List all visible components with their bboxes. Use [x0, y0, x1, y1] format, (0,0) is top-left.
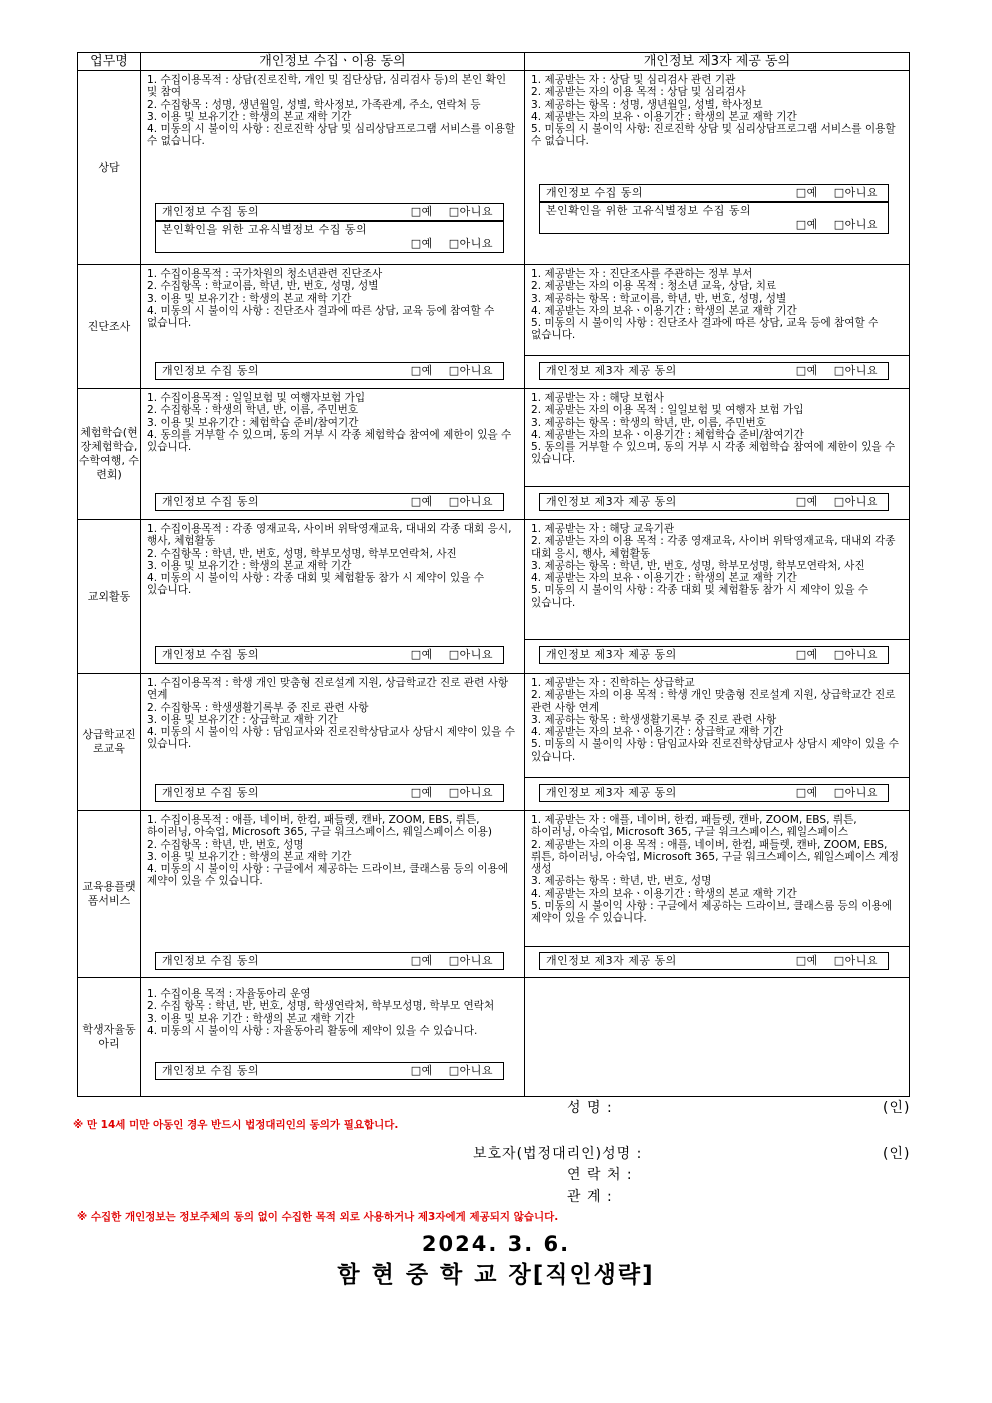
row-category — [78, 520, 141, 674]
consent-box — [539, 202, 889, 234]
text-line: 1. 제공받는 자 : 진학하는 상급학교 — [531, 677, 695, 689]
category-lines — [78, 590, 140, 604]
consent-label: 본인확인을 위한 고유식별정보 수집 동의 — [546, 204, 752, 217]
seal-mark: (인) — [883, 1146, 911, 1162]
text-line: 진로교육 — [93, 728, 136, 755]
consent-box — [155, 1062, 504, 1080]
consent-box — [539, 362, 889, 380]
text-line: 3. 제공하는 항목 : 성명, 생년월일, 성별, 학사정보 — [531, 98, 763, 111]
text-line: 4. 미동의 시 불이익 사항 : 담임교사와 진로진학상담교사 상담시 제약이 있을 수 있습니다. — [147, 726, 515, 751]
consent-box — [155, 784, 504, 802]
divider — [525, 486, 909, 487]
provide-text — [525, 71, 909, 150]
consent-label: 개인정보 수집 동의 — [162, 205, 260, 218]
consent-box — [539, 184, 889, 202]
text-line: 2. 제공받는 자의 이용 목적 : 청소년 교육, 상담, 치료 — [531, 280, 777, 293]
divider — [525, 946, 909, 947]
text-line: 4. 제공받는 자의 보유ㆍ이용기간 : 학생의 본교 재학 기간 — [531, 110, 797, 123]
text-line: 3. 이용 및 보유기간 : 상급학교 재학 기간 — [147, 713, 338, 726]
collect-text — [141, 71, 524, 150]
text-line: 1. 수집이용 목적 : 자율동아리 운영 — [147, 988, 311, 1000]
text-line: 4. 미동의 시 불이익 사항 : 자율동아리 활동에 제약이 있을 수 있습니다. — [147, 1024, 478, 1037]
text-line: 4. 제공받는 자의 보유ㆍ이용기간 : 학생의 본교 재학 기간 — [531, 304, 797, 317]
table-row — [78, 674, 910, 811]
text-line: 2. 수집항목 : 학생의 학년, 반, 이름, 주민번호 — [147, 404, 359, 417]
text-line: 1. 수집이용목적 : 각종 영재교육, 사이버 위탁영재교육, 대내외 각종 대회 응시, 행사, 체험활동 — [147, 523, 512, 548]
seal-mark: (인) — [883, 1100, 911, 1116]
collect-cell — [141, 811, 525, 978]
yes-checkbox[interactable]: □예 — [795, 218, 818, 231]
principal-signature: 함 현 중 학 교 장[직인생략] — [337, 1262, 655, 1288]
yes-checkbox[interactable]: □예 — [795, 364, 818, 377]
table-row — [78, 389, 910, 520]
divider — [525, 355, 909, 356]
no-checkbox[interactable]: □아니요 — [448, 954, 493, 967]
row-category — [78, 265, 141, 389]
text-line: 4. 제공받는 자의 보유ㆍ이용기간 : 상급학교 재학 기간 — [531, 726, 784, 739]
collect-cell — [141, 978, 525, 1097]
no-checkbox[interactable]: □아니요 — [833, 786, 878, 799]
no-checkbox[interactable]: □아니요 — [833, 495, 878, 508]
text-line: 3. 이용 및 보유기간 : 학생의 본교 재학 기간 — [147, 559, 352, 572]
consent-box — [155, 952, 504, 970]
header-third-party-consent: 개인정보 제3자 제공 동의 — [525, 53, 910, 71]
text-line: 3. 이용 및 보유기간 : 학생의 본교 재학 기간 — [147, 292, 352, 305]
text-line: 1. 제공받는 자 : 애플, 네이버, 한컴, 패들렛, 캔바, ZOOM, EBS, 뤼튼, 하이러닝, 아숙업, Microsoft 365, 구글 워크스페이스, 웨일스페이스 — [531, 814, 857, 839]
age-notice: ※ 만 14세 미만 아동인 경우 반드시 법정대리인의 동의가 필요합니다. — [73, 1119, 399, 1131]
text-line: 3. 이용 및 보유기간 : 체험학습 준비/참여기간 — [147, 416, 359, 429]
row-category — [78, 71, 141, 265]
consent-label: 개인정보 제3자 제공 동의 — [546, 364, 677, 377]
no-checkbox[interactable]: □아니요 — [448, 1064, 493, 1077]
collect-cell — [141, 520, 525, 674]
text-line: 플랫폼 — [87, 880, 136, 907]
consent-label: 개인정보 수집 동의 — [162, 786, 260, 799]
text-line: 2. 수집항목 : 학생생활기록부 중 진로 관련 사항 — [147, 701, 369, 714]
yes-checkbox[interactable]: □예 — [795, 495, 818, 508]
text-line: (현장체 — [80, 426, 138, 453]
collect-text — [141, 520, 524, 599]
collect-text — [141, 978, 524, 1039]
provide-cell — [525, 811, 910, 978]
student-name-label: 성 명 : — [567, 1100, 613, 1116]
text-line: 4. 제공받는 자의 보유ㆍ이용기간 : 체험학습 준비/참여기간 — [531, 428, 804, 441]
consent-box — [155, 646, 504, 664]
collect-text — [141, 265, 524, 331]
text-line: 1. 제공받는 자 : 해당 보험사 — [531, 392, 664, 404]
provide-text — [525, 674, 909, 765]
text-line: 3. 제공하는 항목 : 학교이름, 학년, 반, 번호, 성명, 성별 — [531, 292, 787, 305]
guardian-name-label: 보호자(법정대리인)성명 : — [473, 1146, 643, 1162]
table-row — [78, 265, 910, 389]
text-line: 4. 미동의 시 불이익 사항 : 진로진학 상담 및 심리상담프로그램 서비스를 이용할 수 없습니다. — [147, 123, 515, 148]
text-line: 2. 제공받는 자의 이용 목적 : 학생 개인 맞춤형 진로설계 지원, 상급학교간 진로 관련 사항 연계 — [531, 689, 896, 714]
consent-label: 개인정보 제3자 제공 동의 — [546, 648, 677, 661]
text-line: 2. 수집항목 : 학년, 반, 번호, 성명 — [147, 838, 304, 851]
table-header-row — [78, 53, 910, 71]
yes-checkbox[interactable]: □예 — [410, 364, 433, 377]
provide-cell — [525, 520, 910, 674]
consent-label: 개인정보 수집 동의 — [162, 364, 260, 377]
text-line: 3. 제공하는 항목 : 학생의 학년, 반, 이름, 주민번호 — [531, 416, 766, 429]
table-row — [78, 520, 910, 674]
header-collect-consent: 개인정보 수집ㆍ이용 동의 — [141, 53, 525, 71]
text-line: 서비스 — [98, 894, 131, 907]
text-line: 1. 수집이용목적 : 일일보험 및 여행자보험 가입 — [147, 392, 366, 404]
privacy-use-notice: ※ 수집한 개인정보는 정보주체의 동의 없이 수집한 목적 외로 사용하거나 제3자에게 제공되지 않습니다. — [77, 1211, 559, 1223]
row-category — [78, 978, 141, 1097]
text-line: 4. 미동의 시 불이익 사항 : 각종 대회 및 체험활동 참가 시 제약이 있을 수 있습니다. — [147, 572, 485, 597]
row-category — [78, 811, 141, 978]
text-line: 2. 제공받는 자의 이용 목적 : 애플, 네이버, 한컴, 패들렛, 캔바, ZOOM, EBS, 뤼튼, 하이러닝, 아숙업, Microsoft 365, 구글 워크스페이스, 웨일스페이스 계정 생성 — [531, 838, 900, 876]
consent-label: 개인정보 수집 동의 — [162, 954, 260, 967]
text-line: 자율 — [103, 1023, 125, 1036]
text-line: 4. 제공받는 자의 보유ㆍ이용기간 : 학생의 본교 재학 기간 — [531, 887, 797, 900]
yes-checkbox[interactable]: □예 — [795, 786, 818, 799]
yes-checkbox[interactable]: □예 — [410, 237, 433, 250]
no-checkbox[interactable]: □아니요 — [448, 364, 493, 377]
collect-text — [141, 811, 524, 890]
consent-label: 개인정보 수집 동의 — [162, 648, 260, 661]
yes-checkbox[interactable]: □예 — [410, 648, 433, 661]
consent-box — [539, 952, 889, 970]
consent-label: 개인정보 수집 동의 — [546, 186, 644, 199]
collect-text — [141, 674, 524, 753]
category-lines — [78, 320, 140, 334]
text-line: 2. 수집항목 : 학교이름, 학년, 반, 번호, 성명, 성별 — [147, 280, 379, 293]
text-line: 5. 미동의 시 불이익 사항 : 각종 대회 및 체험활동 참가 시 제약이 있을 수 있습니다. — [531, 584, 869, 609]
provide-text — [525, 389, 909, 468]
no-checkbox[interactable]: □아니요 — [448, 786, 493, 799]
text-line: 동아리 — [98, 1023, 136, 1050]
divider — [525, 639, 909, 640]
category-lines — [78, 728, 140, 756]
yes-checkbox[interactable]: □예 — [410, 1064, 433, 1077]
consent-label: 개인정보 수집 동의 — [162, 1064, 260, 1077]
collect-text — [141, 389, 524, 455]
provide-cell — [525, 265, 910, 389]
text-line: 5. 미동의 시 불이익 사항 : 담임교사와 진로진학상담교사 상담시 제약이 있을 수 있습니다. — [531, 738, 899, 763]
provide-text — [525, 520, 909, 611]
collect-cell — [141, 389, 525, 520]
yes-checkbox[interactable]: □예 — [795, 186, 818, 199]
text-line: 2. 제공받는 자의 이용 목적 : 상담 및 심리검사 — [531, 86, 746, 99]
consent-box — [539, 646, 889, 664]
text-line: 3. 이용 및 보유기간 : 학생의 본교 재학 기간 — [147, 850, 352, 863]
category-lines — [78, 161, 140, 175]
text-line: 1. 수집이용목적 : 학생 개인 맞춤형 진로설계 지원, 상급학교간 진로 관련 사항 연계 — [147, 677, 509, 702]
text-line: 험학습, — [101, 440, 138, 453]
text-line: 상급학교 — [82, 728, 125, 741]
consent-box — [155, 203, 504, 221]
yes-checkbox[interactable]: □예 — [410, 205, 433, 218]
yes-checkbox[interactable]: □예 — [795, 954, 818, 967]
yes-checkbox[interactable]: □예 — [795, 648, 818, 661]
category-lines — [78, 880, 140, 908]
consent-box — [155, 221, 504, 253]
text-line: 2. 수집항목 : 학년, 반, 번호, 성명, 학부모성명, 학부모연락처, 사진 — [147, 547, 457, 560]
text-line: 3. 제공하는 항목 : 학년, 반, 번호, 성명 — [531, 875, 712, 888]
no-checkbox[interactable]: □아니요 — [448, 648, 493, 661]
text-line: 3. 제공하는 항목 : 학생생활기록부 중 진로 관련 사항 — [531, 713, 777, 726]
empty-cell — [525, 978, 910, 1097]
provide-cell — [525, 71, 910, 265]
consent-label: 개인정보 수집 동의 — [162, 495, 260, 508]
text-line: 4. 제공받는 자의 보유ㆍ이용기간 : 학생의 본교 재학 기간 — [531, 572, 797, 585]
relation-label: 관 계 : — [567, 1189, 613, 1205]
text-line: 3. 제공하는 항목 : 학년, 반, 번호, 성명, 학부모성명, 학부모연락처, 사진 — [531, 559, 865, 572]
text-line: 1. 수집이용목적 : 애플, 네이버, 한컴, 패들렛, 캔바, ZOOM, EBS, 뤼튼, 하이러닝, 아숙업, Microsoft 365, 구글 워크스페이스, 웨일스페이스 이용) — [147, 814, 492, 839]
text-line: 4. 미동의 시 불이익 사항 : 진단조사 결과에 따른 상담, 교육 등에 참여할 수 없습니다. — [147, 304, 495, 330]
text-line: 상담 — [98, 160, 120, 174]
text-line: 5. 동의를 거부할 수 있으며, 동의 거부 시 각종 체험학습 참여에 제한이 있을 수 있습니다. — [531, 441, 896, 466]
provide-text — [525, 811, 909, 927]
consent-label: 개인정보 제3자 제공 동의 — [546, 495, 677, 508]
category-lines — [78, 1023, 140, 1051]
text-line: 교육용 — [82, 880, 115, 893]
text-line: 학생 — [82, 1023, 104, 1036]
no-checkbox[interactable]: □아니요 — [448, 495, 493, 508]
text-line: 체험학습 — [80, 426, 123, 439]
consent-label: 개인정보 제3자 제공 동의 — [546, 786, 677, 799]
collect-cell — [141, 71, 525, 265]
consent-box — [539, 784, 889, 802]
text-line: 2. 수집항목 : 성명, 생년월일, 성별, 학사정보, 가족관계, 주소, 연락처 등 — [147, 98, 481, 111]
text-line: 1. 제공받는 자 : 상담 및 심리검사 관련 기관 — [531, 74, 736, 86]
collect-cell — [141, 265, 525, 389]
no-checkbox[interactable]: □아니요 — [833, 186, 878, 199]
issue-date: 2024. 3. 6. — [421, 1232, 571, 1256]
row-category — [78, 389, 141, 520]
no-checkbox[interactable]: □아니요 — [448, 205, 493, 218]
text-line: 3. 이용 및 보유기간 : 학생의 본교 재학 기간 — [147, 110, 352, 123]
text-line: 1. 수집이용목적 : 국가차원의 청소년관련 진단조사 — [147, 268, 383, 280]
consent-label: 개인정보 제3자 제공 동의 — [546, 954, 677, 967]
table-row — [78, 811, 910, 978]
text-line: 2. 제공받는 자의 이용 목적 : 일일보험 및 여행자 보험 가입 — [531, 404, 804, 417]
consent-box — [155, 493, 504, 511]
text-line: 3. 이용 및 보유 기간 : 학생의 본교 재학 기간 — [147, 1012, 355, 1025]
text-line: 1. 제공받는 자 : 진단조사를 주관하는 정부 부서 — [531, 268, 753, 280]
header-task: 업무명 — [78, 53, 141, 71]
provide-text — [525, 265, 909, 344]
text-line: 4. 미동의 시 불이익 사항 : 구글에서 제공하는 드라이브, 클래스룸 등의 이용에 제약이 있을 수 있습니다. — [147, 863, 509, 888]
consent-table — [77, 52, 910, 1097]
yes-checkbox[interactable]: □예 — [410, 786, 433, 799]
no-checkbox[interactable]: □아니요 — [448, 237, 493, 250]
consent-box — [155, 362, 504, 380]
text-line: , 수련회) — [96, 454, 140, 481]
collect-cell — [141, 674, 525, 811]
category-lines — [78, 426, 140, 482]
row-category — [78, 674, 141, 811]
no-checkbox[interactable]: □아니요 — [833, 648, 878, 661]
contact-label: 연 락 처 : — [567, 1167, 633, 1183]
table-row — [78, 978, 910, 1097]
text-line: 2. 제공받는 자의 이용 목적 : 각종 영재교육, 사이버 위탁영재교육, 대내외 각종 대회 응시, 행사, 체험활동 — [531, 535, 896, 560]
text-line: 교외활동 — [87, 589, 131, 603]
text-line: 진단조사 — [87, 319, 131, 333]
no-checkbox[interactable]: □아니요 — [833, 954, 878, 967]
yes-checkbox[interactable]: □예 — [410, 954, 433, 967]
yes-checkbox[interactable]: □예 — [410, 495, 433, 508]
text-line: 수학여행 — [78, 454, 122, 467]
text-line: 2. 수집 항목 : 학년, 반, 번호, 성명, 학생연락처, 학부모성명, 학부모 연락처 — [147, 1000, 495, 1013]
provide-cell — [525, 674, 910, 811]
no-checkbox[interactable]: □아니요 — [833, 218, 878, 231]
no-checkbox[interactable]: □아니요 — [833, 364, 878, 377]
text-line: 4. 동의를 거부할 수 있으며, 동의 거부 시 각종 체험학습 참여에 제한이 있을 수 있습니다. — [147, 428, 512, 454]
provide-cell — [525, 389, 910, 520]
text-line: 5. 미동의 시 불이익 사항: 진로진학 상담 및 심리상담프로그램 서비스를 이용할 수 없습니다. — [531, 123, 896, 148]
table-row — [78, 71, 910, 265]
text-line: 5. 미동의 시 불이익 사항 : 진단조사 결과에 따른 상담, 교육 등에 참여할 수 없습니다. — [531, 317, 879, 342]
text-line: 5. 미동의 시 불이익 사항 : 구글에서 제공하는 드라이브, 클래스룸 등의 이용에 제약이 있을 수 있습니다. — [531, 900, 893, 925]
consent-label: 본인확인을 위한 고유식별정보 수집 동의 — [162, 223, 368, 236]
text-line: 1. 제공받는 자 : 해당 교육기관 — [531, 523, 675, 535]
consent-box — [539, 493, 889, 511]
text-line: 1. 수집이용목적 : 상담(진로진학, 개인 및 집단상담, 심리검사 등)의 본인 확인 및 참여 — [147, 74, 507, 99]
divider — [525, 777, 909, 778]
